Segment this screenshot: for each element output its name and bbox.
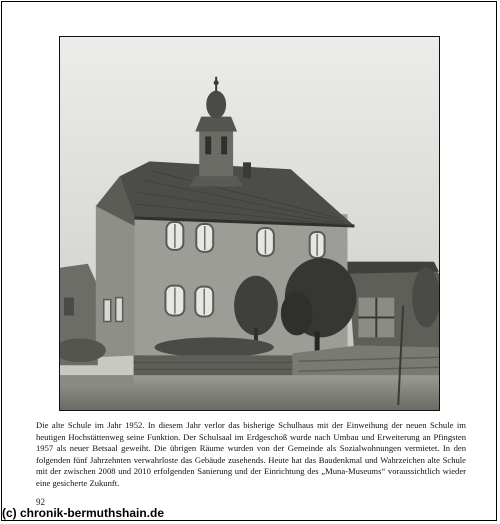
photo-caption: Die alte Schule im Jahr 1952. In diesem Jahr verlor das bisherige Schulhaus mit der Einweihung der neuen Schule im heutigen Hochstättenweg seine Funktion. Der Schulsaal im Erdgeschoß wurde nach Umbau und Erweiterung an Pfingsten 1957 als neuer Betsaal geweiht. Die übrigen Räume wurden von der Gemeinde als Sozialwohnungen vermietet. In den folgenden fünf Jahrzehnten verwahrloste das Gebäude zusehends. Heute hat das Baudenkmal und Wahrzeichen alte Schule mit der zwischen 2008 und 2010 erfolgenden Sanierung und der Einrichtung des „Muna-Museums“ voraussichtlich wieder eine gesicherte Zukunft.	[36, 420, 466, 488]
photo-illustration	[60, 37, 439, 410]
historic-school-photo	[59, 36, 440, 411]
copyright-watermark: (c) chronik-bermuthshain.de	[2, 506, 165, 520]
page-number: 92	[36, 497, 45, 507]
